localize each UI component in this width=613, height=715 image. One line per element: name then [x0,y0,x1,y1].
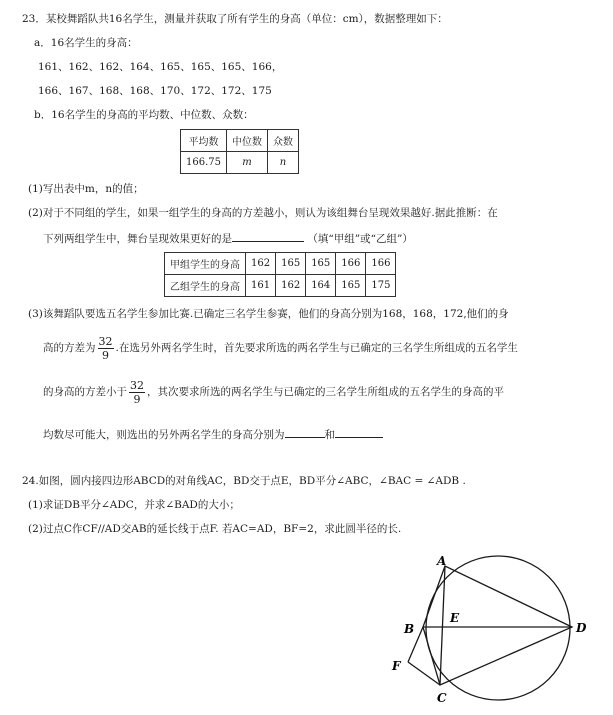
stats-header-median: 中位数 [227,130,268,152]
stats-value-median: m [227,152,268,174]
quadrilateral-abcd [423,566,572,685]
q23-a-label: a．16名学生的身高： [34,37,138,49]
fraction-numerator: 32 [130,378,144,392]
label-b: B [404,622,415,636]
q24-stem: 24.如图，圆内接四边形ABCD的对角线AC，BD交于点E，BD平分∠ABC，∠BAC = ∠ADB . [22,475,466,487]
q23-part3-line2-a: 高的方差为 [43,342,96,354]
stats-header-mode: 众数 [268,130,299,152]
q23-heights-line2: 166、167、168、168、170、172、172、175 [38,85,272,97]
group-cell: 166 [336,253,366,275]
q23-b-label: b．16名学生的身高的平均数、中位数、众数： [34,109,254,121]
q23-part2-line2-a: 下列两组学生中，舞台呈现效果更好的是 [43,233,232,245]
label-d: D [576,621,587,635]
group-cell: 166 [366,253,396,275]
q23-part3-line3-a: 的身高的方差小于 [43,386,127,398]
q23-part3-line1: (3)该舞蹈队要选五名学生参加比赛.已确定三名学生参赛，他们的身高分别为168，168，172,他们的身 [28,308,509,320]
stats-value-mode: n [268,152,299,174]
q24-part1: (1)求证DB平分∠ADC，并求∠BAD的大小； [28,499,240,511]
q23-part3-line2-b: .在选另外两名学生时，首先要求所选的两名学生与已确定的三名学生所组成的五名学生 [115,342,518,354]
circumcircle [426,556,570,700]
group-cell: 165 [336,275,366,297]
q23-part1: (1)写出表中m，n的值； [28,183,144,195]
label-c: C [437,691,447,705]
q23-part3-line3-b: ，其次要求所选的两名学生与已确定的三名学生所组成的五名学生的身高的平 [147,386,504,398]
group-cell: 175 [366,275,396,297]
label-f: F [392,659,401,673]
label-e: E [450,611,460,625]
segment-cf [408,662,440,685]
fraction-denominator: 9 [133,392,141,406]
q23-part3-line4-a: 均数尽可能大，则选出的另外两名学生的身高分别为 [43,429,285,441]
group-row-label: 甲组学生的身高 [165,253,246,275]
group-cell: 162 [276,275,306,297]
label-a: A [437,554,447,568]
group-cell: 165 [306,253,336,275]
q23-heights-line1: 161、162、162、164、165、165、165、166， [38,61,283,73]
group-cell: 162 [246,253,276,275]
q23-part3-line4-b: 和 [324,429,335,441]
fraction-denominator: 9 [102,348,109,362]
q24-part2: (2)过点C作CF//AD交AB的延长线于点F. 若AC=AD，BF=2，求此圆半径的长. [28,523,402,535]
group-row-label: 乙组学生的身高 [165,275,246,297]
q23-stem: 23．某校舞蹈队共16名学生，测量并获取了所有学生的身高（单位：cm），数据整理如下： [22,13,448,25]
stats-header-mean: 平均数 [181,130,227,152]
fraction-numerator: 32 [98,334,113,348]
group-cell: 165 [276,253,306,275]
q23-part2-line1: (2)对于不同组的学生，如果一组学生的身高的方差越小，则认为该组舞台呈现效果越好.据此推断：在 [28,207,498,219]
group-cell: 161 [246,275,276,297]
stats-value-mean: 166.75 [181,152,227,174]
q23-part2-line2-b: （填“甲组”或“乙组”） [307,233,413,245]
group-cell: 164 [306,275,336,297]
